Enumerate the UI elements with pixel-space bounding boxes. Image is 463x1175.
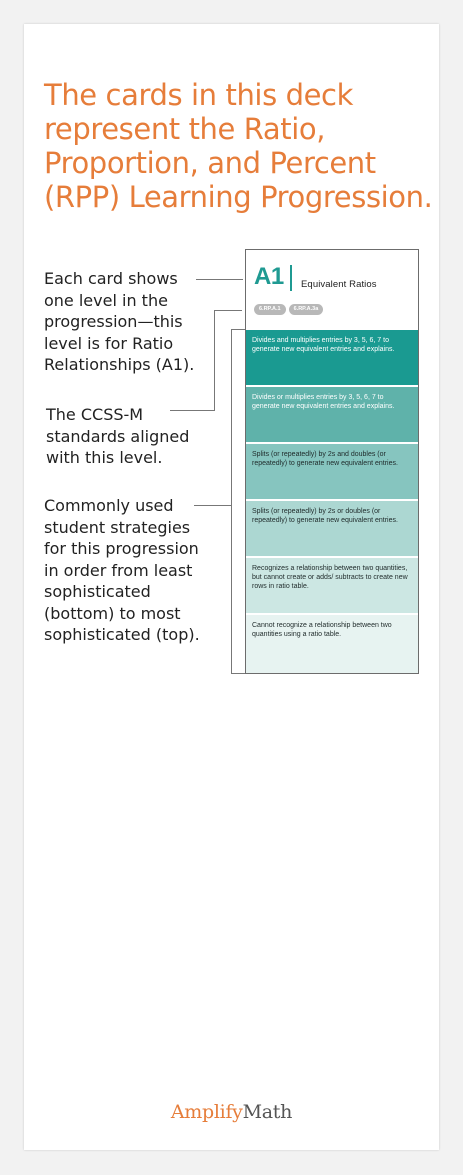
leader-line-strategies-bottom — [231, 673, 245, 674]
callout-strategies: Commonly used student strategies for this progression in order from least sophisticated (bottom) to most sophisticated (top). — [44, 496, 200, 644]
card-header — [246, 250, 418, 328]
amplify-math-logo — [24, 1101, 439, 1123]
strategy-row: Splits (or repeatedly) by 2s or doubles (or repeatedly) to generate new equivalent entries. — [246, 501, 418, 558]
callout-standards: The CCSS-M standards aligned with this level. — [46, 405, 190, 467]
leader-line-standards-top — [214, 310, 242, 311]
headline: The cards in this deck represent the Ratio, Proportion, and Percent (RPP) Learning Progression. — [44, 78, 433, 214]
leader-line-standards-h — [170, 410, 215, 411]
info-sheet — [24, 24, 439, 1150]
standard-badge: 6.RP.A.3a — [289, 304, 324, 315]
leader-line-level — [196, 279, 243, 280]
callout-level: Each card shows one level in the progression—this level is for Ratio Relationships (A1). — [44, 269, 195, 374]
card-divider — [290, 265, 292, 291]
strategy-row: Recognizes a relationship between two quantities, but cannot create or adds/ subtracts to create new rows in ratio table. — [246, 558, 418, 615]
card-level-code: A1 — [254, 263, 284, 290]
strategy-row: Splits (or repeatedly) by 2s and doubles (or repeatedly) to generate new equivalent entries. — [246, 444, 418, 501]
progression-card — [245, 249, 419, 674]
strategy-row: Divides or multiplies entries by 3, 5, 6, 7 to generate new equivalent entries and explains. — [246, 387, 418, 444]
leader-line-strategies-v — [231, 329, 232, 674]
leader-line-standards-v — [214, 310, 215, 411]
logo-part-math: Math — [242, 1101, 293, 1123]
logo-part-amplify: Amplify — [170, 1101, 243, 1123]
card-title: Equivalent Ratios — [301, 279, 377, 290]
leader-line-strategies-h — [194, 505, 231, 506]
standards-row — [254, 304, 323, 315]
leader-line-strategies-top — [231, 329, 245, 330]
standard-badge: 6.RP.A.1 — [254, 304, 286, 315]
strategy-row: Divides and multiplies entries by 3, 5, 6, 7 to generate new equivalent entries and explains. — [246, 330, 418, 387]
strategy-row: Cannot recognize a relationship between two quantities using a ratio table. — [246, 615, 418, 673]
